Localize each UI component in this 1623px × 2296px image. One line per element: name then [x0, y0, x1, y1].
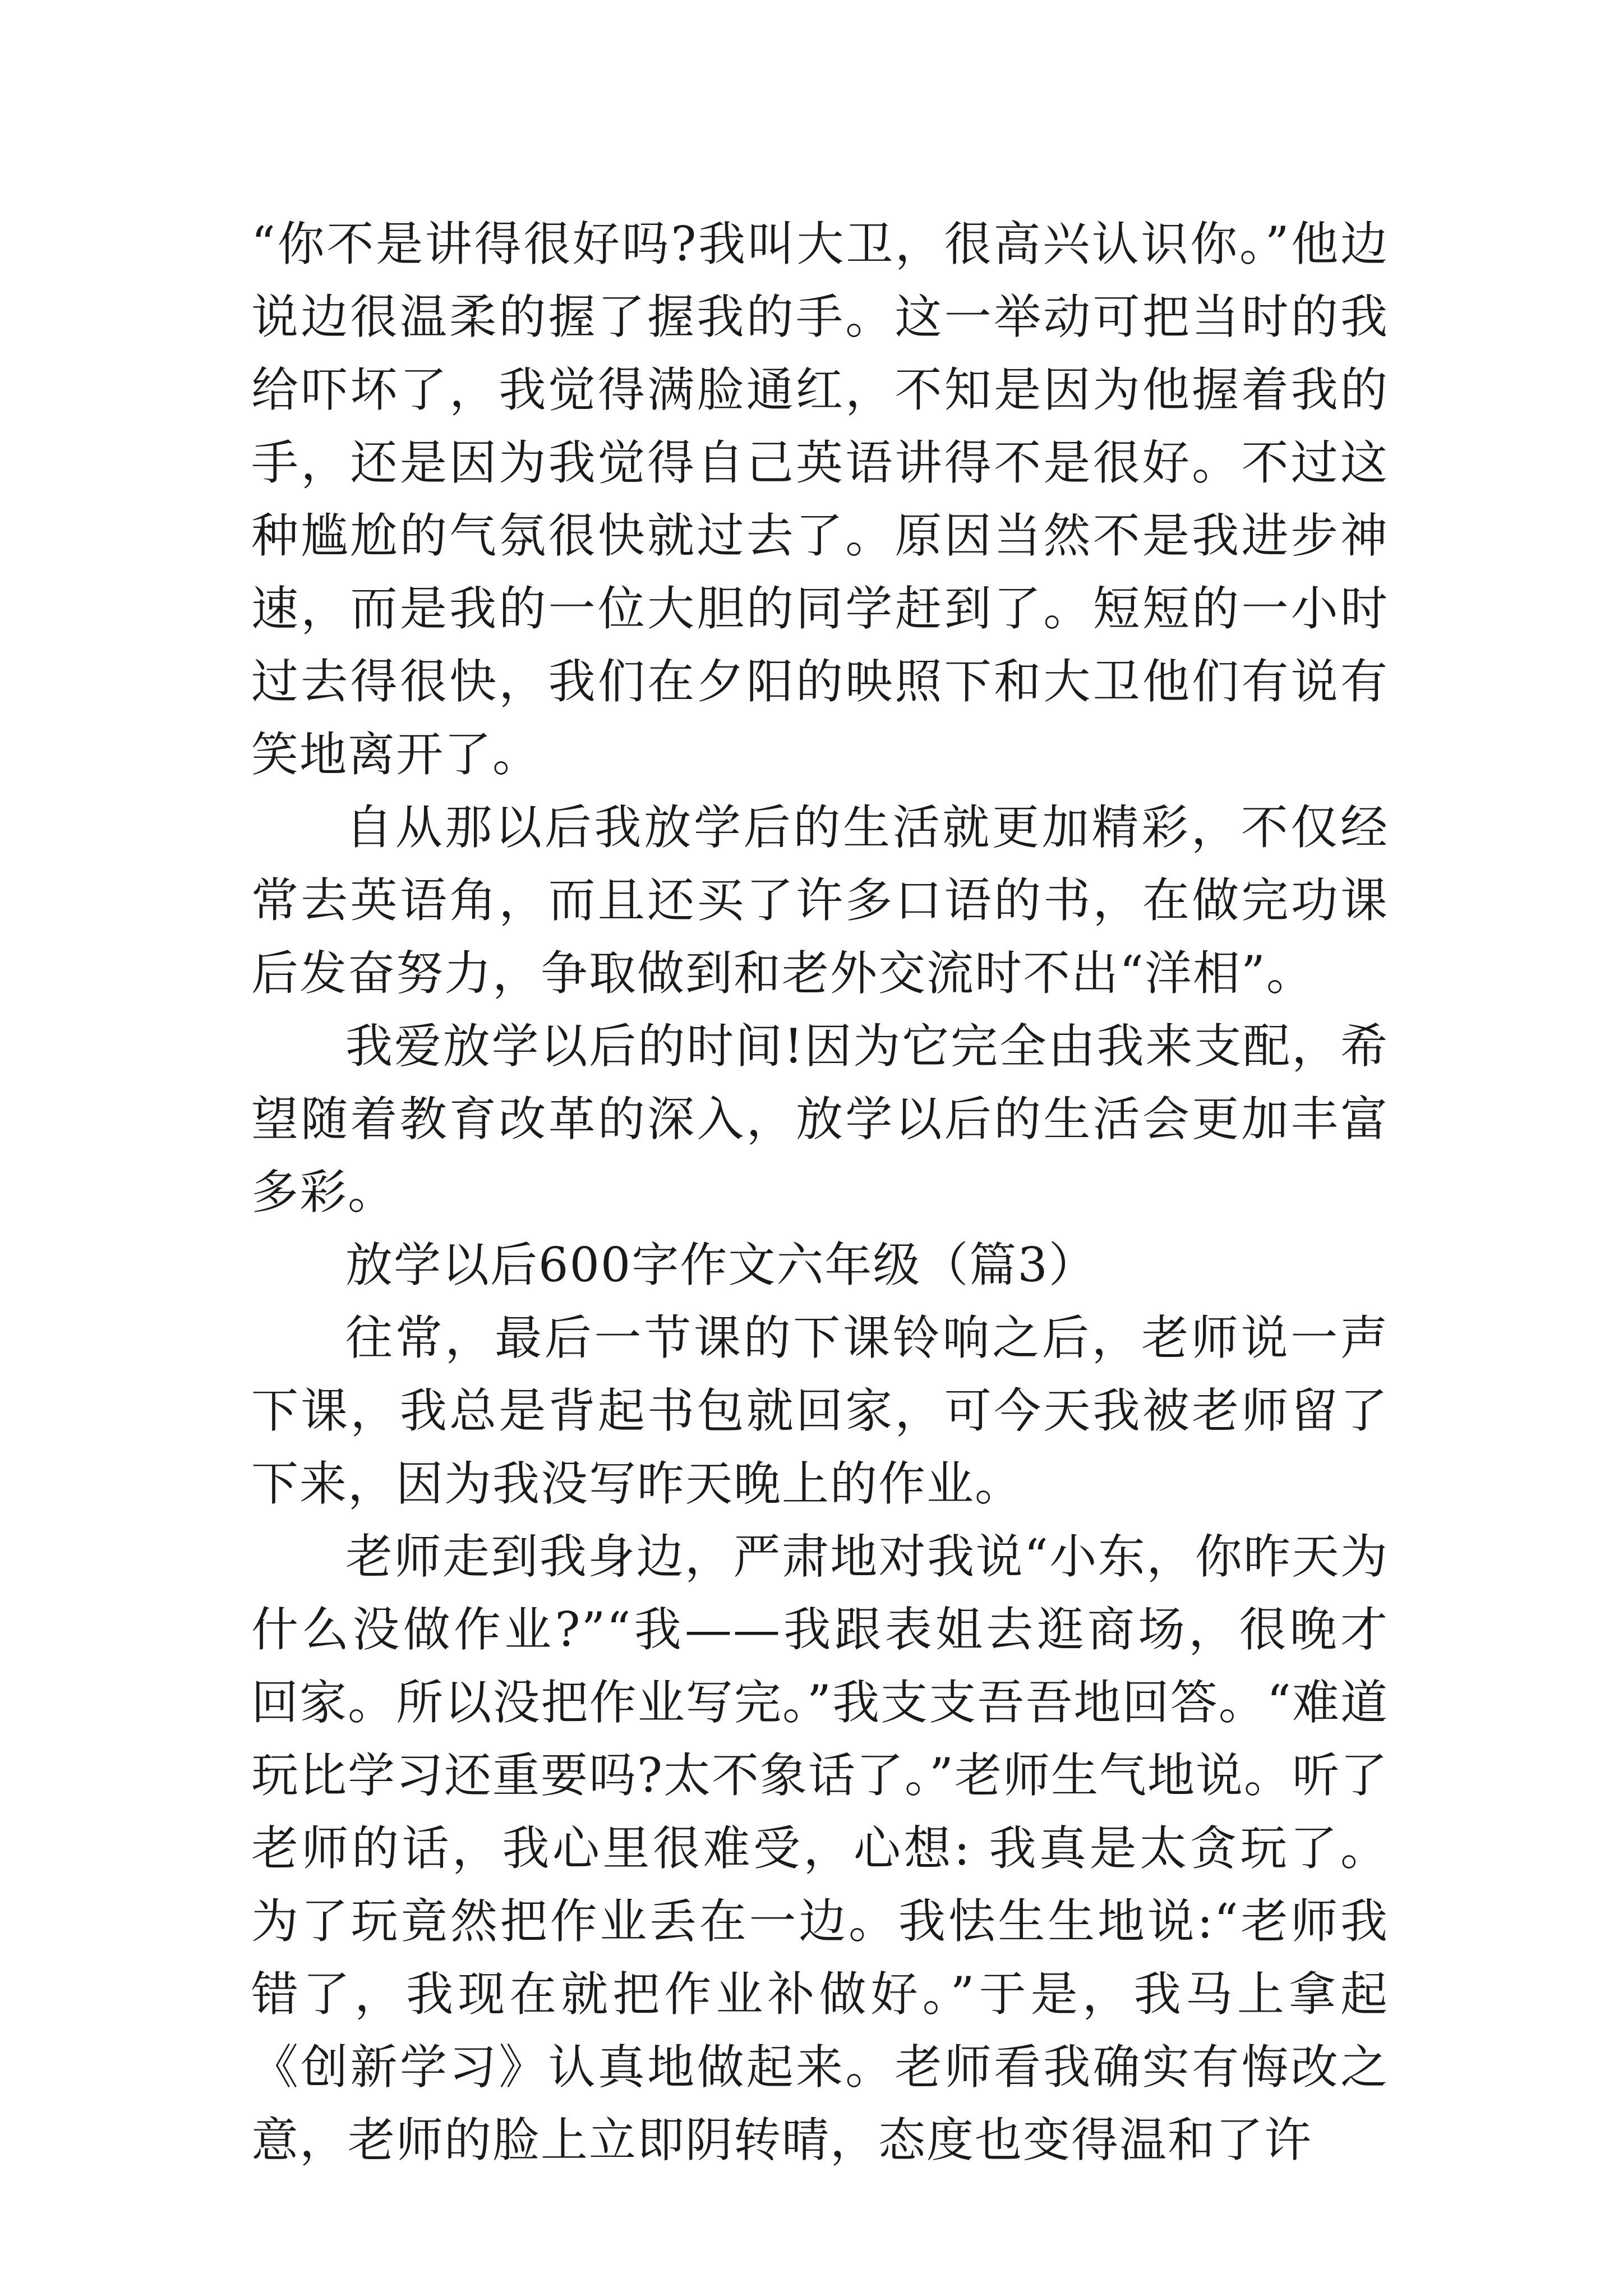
- paragraph: 我爱放学以后的时间!因为它完全由我来支配，希望随着教育改革的深入，放学以后的生活会更加丰富多彩。: [251, 1019, 1389, 1220]
- paragraph: 自从那以后我放学后的生活就更加精彩，不仅经常去英语角，而且还买了许多口语的书，在做完功课后发奋努力，争取做到和老外交流时不出“洋相”。: [251, 800, 1389, 1001]
- section-heading: 放学以后600字作文六年级（篇3）: [345, 1237, 1097, 1292]
- paragraph: 老师走到我身边，严肃地对我说“小东，你昨天为什么没做作业?”“我——我跟表姐去逛商场，很晚才回家。所以没把作业写完。”我支支吾吾地回答。“难道玩比学习还重要吗?太不象话了。”老师生气地说。听了老师的话，我心里很难受，心想: 我真是太贪玩了。为了玩竟然把作业丢在一边。我怯生生地说:“老师我错了，我现在就把作业补做好。”于是，我马上拿起《创新学习》认真地做起来。老师看我确实有悔改之意，老师的脸上立即阴转晴，态度也变得温和了许: [251, 1529, 1389, 2168]
- document-body: [251, 208, 1389, 2177]
- paragraph: 往常，最后一节课的下课铃响之后，老师说一声下课，我总是背起书包就回家，可今天我被老师留了下来，因为我没写昨天晚上的作业。: [251, 1310, 1389, 1511]
- paragraph-continuation: “你不是讲得很好吗?我叫大卫，很高兴认识你。”他边说边很温柔的握了握我的手。这一举动可把当时的我给吓坏了，我觉得满脸通红，不知是因为他握着我的手，还是因为我觉得自己英语讲得不是很好。不过这种尴尬的气氛很快就过去了。原因当然不是我进步神速，而是我的一位大胆的同学赶到了。短短的一小时过去得很快，我们在夕阳的映照下和大卫他们有说有笑地离开了。: [251, 217, 1389, 782]
